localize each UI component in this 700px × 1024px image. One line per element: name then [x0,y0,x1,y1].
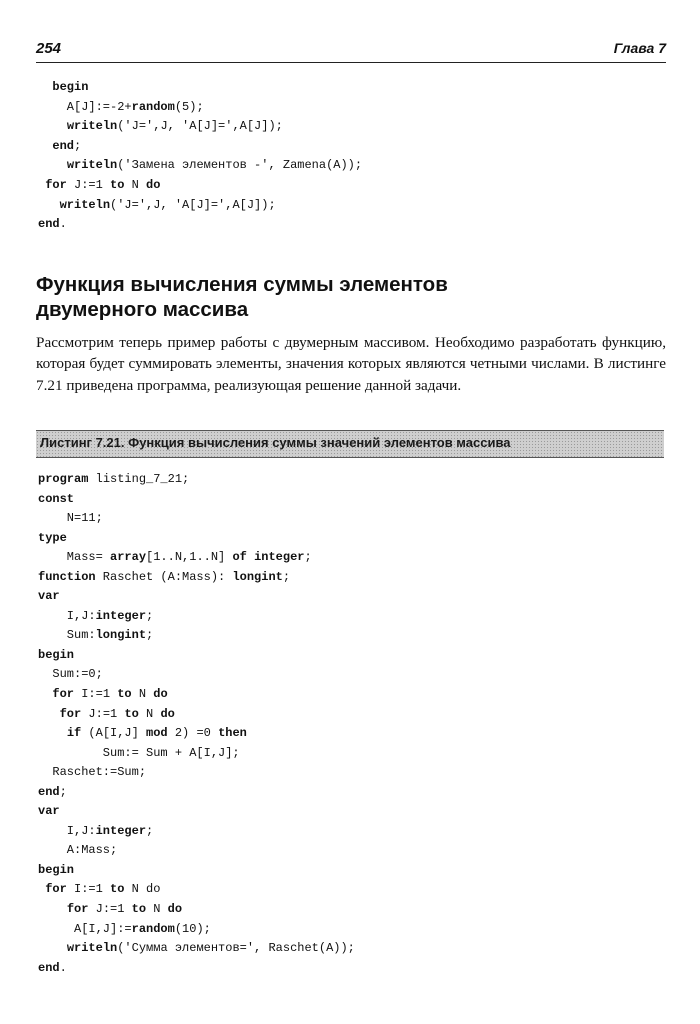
code-line: I,J:integer; [38,608,154,623]
code-line: writeln('Замена элементов -', Zamena(A)); [66,158,363,173]
code-block-top [38,78,362,235]
code-line: A[J]:=-2+random(5); [38,99,204,114]
page-header [36,40,666,62]
code-line: writeln('Сумма элементов=', Raschet(A)); [66,941,355,956]
code-line: end. [38,217,67,232]
code-line: for J:=1 to N do [45,177,161,192]
code-line: for J:=1 to N do [66,902,183,917]
section-title [36,272,448,322]
code-line: Sum:= Sum + A[I,J]; [38,745,240,760]
code-line: A:Mass; [38,843,118,858]
code-line: I,J:integer; [38,823,154,838]
code-line: end; [52,138,82,153]
code-line: begin [38,862,75,877]
code-line: for I:=1 to N do [52,687,168,702]
section-title-line2: двумерного массива [36,298,249,321]
code-line: for I:=1 to N do [45,882,161,897]
page-number: 254 [36,40,62,57]
code-line: Mass= array[1..N,1..N] of integer; [38,550,312,565]
body-paragraph: Рассмотрим теперь пример работы с двумерным массивом. Необходимо разработать функцию, которая будет суммировать элементы, значения которых являются четными числами. В листинге 7.21 приведена программа, реализующая решение данной задачи. [36,334,666,394]
listing-header [36,430,664,458]
code-line: N=11; [38,511,103,526]
code-line: Sum:longint; [38,628,154,643]
code-line: if (A[I,J] mod 2) =0 then [66,726,247,741]
code-line: begin [38,647,75,662]
code-line: const [38,491,75,506]
code-line: program listing_7_21; [38,472,190,486]
code-line: function Raschet (A:Mass): longint; [38,569,291,584]
code-line: writeln('J=',J, 'A[J]=',A[J]); [66,119,283,134]
chapter-label: Глава 7 [613,40,666,56]
code-line: A[I,J]:=random(10); [38,921,211,936]
code-line: end. [38,960,67,975]
code-line: for J:=1 to N do [59,706,175,721]
section-title-line1: Функция вычисления суммы элементов [36,273,448,296]
code-block-listing [38,470,355,978]
code-line: begin [52,80,89,94]
code-line: Sum:=0; [38,667,103,682]
listing-title: Листинг 7.21. Функция вычисления суммы значений элементов массива [40,435,511,450]
code-line: end; [38,784,67,799]
header-rule [36,62,666,63]
code-line: type [38,530,67,545]
code-line: writeln('J=',J, 'A[J]=',A[J]); [59,197,276,212]
code-line: Raschet:=Sum; [38,765,147,780]
code-line: var [38,589,60,604]
code-line: var [38,804,60,819]
